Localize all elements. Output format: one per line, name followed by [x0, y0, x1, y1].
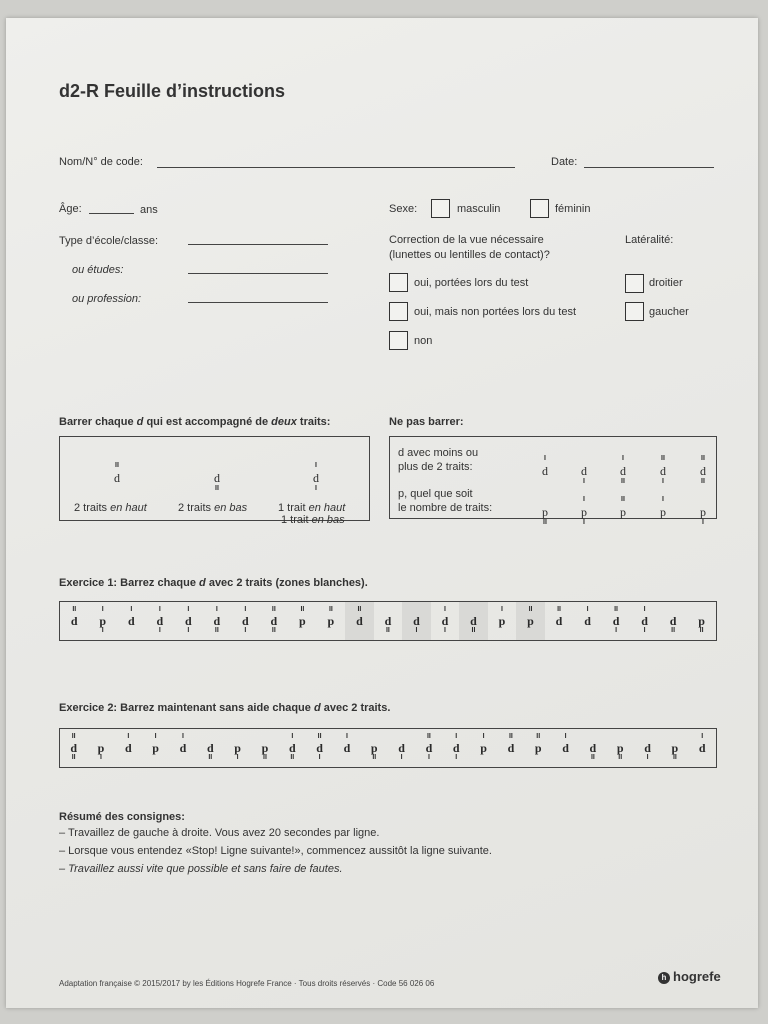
ne-pas-symbol	[654, 496, 672, 520]
exercise-item[interactable]	[497, 729, 524, 767]
bottom-marks: II	[263, 754, 267, 761]
bottom-marks: I	[643, 627, 646, 634]
letter: d	[242, 614, 249, 628]
letter: d	[398, 741, 405, 755]
exercise-item[interactable]	[689, 729, 716, 767]
bottom-marks: I	[702, 519, 704, 526]
bottom-marks: I	[400, 754, 403, 761]
letter: d	[413, 614, 420, 628]
bottom-marks: II	[618, 754, 623, 761]
letter: p	[698, 614, 705, 628]
letter: p	[660, 505, 666, 519]
exercise-item[interactable]	[174, 602, 203, 640]
top-marks: I	[583, 496, 585, 503]
bottom-marks: II	[271, 627, 276, 634]
exercise-item[interactable]	[60, 602, 89, 640]
exercise-item[interactable]	[525, 729, 552, 767]
bottom-marks: II	[699, 627, 704, 634]
exercise-item[interactable]	[115, 729, 142, 767]
letter: p	[534, 741, 542, 755]
letter: p	[97, 741, 105, 755]
top-marks: I	[643, 606, 646, 613]
letter: d	[669, 614, 677, 628]
top-marks: II	[614, 606, 618, 613]
hogrefe-logo-icon: h	[658, 972, 670, 984]
top-marks: I	[662, 496, 664, 503]
bottom-marks: II	[214, 627, 219, 634]
bottom-marks: II	[471, 627, 476, 634]
bottom-marks: II	[385, 627, 390, 634]
letter: p	[299, 614, 306, 628]
vision-oui-portees-checkbox[interactable]	[389, 273, 408, 292]
barrer-examples-panel	[59, 436, 370, 526]
footer-copyright: Adaptation française © 2015/2017 by les Éditions Hogrefe France · Tous droits réservés · Code 56 026 06	[59, 979, 435, 988]
letter: p	[498, 614, 506, 628]
resume-item-3: – Travaillez aussi vite que possible et sans faire de fautes.	[59, 863, 343, 875]
exercise-item[interactable]	[60, 729, 87, 767]
bottom-marks: II	[590, 754, 595, 761]
letter: d	[179, 741, 187, 755]
letter: d	[288, 741, 296, 755]
top-marks: I	[501, 606, 503, 613]
date-field[interactable]	[584, 167, 714, 168]
top-marks: II	[71, 733, 76, 740]
bottom-marks: II	[215, 485, 219, 492]
sexe-label: Sexe:	[389, 203, 418, 215]
bottom-marks: II	[672, 754, 677, 761]
letter: d	[70, 614, 78, 628]
bottom-marks: II	[372, 754, 377, 761]
ne-pas-text: d avec moins ou	[398, 447, 479, 459]
resume-heading: Résumé des consignes:	[59, 811, 185, 823]
exercice2-heading: Exercice 2: Barrez maintenant sans aide chaque d avec 2 traits.	[59, 702, 391, 714]
droitier-label: droitier	[649, 277, 683, 289]
example-caption: 2 traits en bas	[178, 502, 248, 514]
letter: p	[480, 741, 487, 755]
ne-pas-text: plus de 2 traits:	[398, 461, 473, 473]
example-caption: 2 traits en haut	[74, 502, 147, 514]
ne-pas-barrer-heading: Ne pas barrer:	[389, 416, 464, 428]
exercise-item[interactable]	[279, 729, 306, 767]
exercise-item[interactable]	[203, 602, 232, 640]
top-marks: II	[115, 462, 119, 469]
letter: d	[507, 741, 515, 755]
hogrefe-logo-text: hogrefe	[673, 969, 721, 984]
exercice1-heading: Exercice 1: Barrez chaque d avec 2 traits (zones blanches).	[59, 577, 368, 589]
top-marks: I	[291, 733, 294, 740]
ne-pas-symbol	[536, 505, 554, 526]
exercise-item[interactable]	[573, 602, 602, 640]
letter: d	[581, 464, 587, 478]
page-title: d2-R Feuille d’instructions	[59, 81, 286, 101]
bottom-marks: I	[455, 754, 458, 761]
top-marks: II	[328, 606, 333, 613]
letter: d	[441, 614, 449, 628]
letter: d	[620, 464, 626, 478]
exercise-item[interactable]	[251, 729, 278, 767]
top-marks: II	[528, 606, 533, 613]
bottom-marks: I	[662, 478, 664, 485]
exercise-item[interactable]	[345, 602, 374, 640]
exercise-item[interactable]	[607, 729, 634, 767]
top-marks: I	[154, 733, 157, 740]
bottom-marks: I	[236, 754, 239, 761]
age-unit: ans	[140, 204, 158, 216]
letter: d	[70, 741, 77, 755]
top-marks: I	[564, 733, 567, 740]
exercise-item[interactable]	[142, 729, 169, 767]
profession-label: ou profession:	[72, 293, 142, 305]
top-marks: II	[621, 496, 625, 503]
top-marks: I	[443, 606, 446, 613]
top-marks: I	[586, 606, 589, 613]
exercise-item[interactable]	[634, 729, 661, 767]
exercise-item[interactable]	[117, 602, 146, 640]
exercise-item[interactable]	[470, 729, 497, 767]
top-marks: I	[544, 455, 546, 462]
ne-pas-symbol	[694, 455, 712, 485]
top-marks: I	[622, 455, 624, 462]
letter: d	[114, 471, 120, 485]
bottom-marks: I	[583, 478, 585, 485]
top-marks: I	[182, 733, 184, 740]
etudes-field[interactable]	[188, 273, 328, 274]
bottom-marks: II	[290, 754, 295, 761]
top-marks: II	[661, 455, 665, 462]
exercise-item[interactable]	[659, 602, 688, 640]
vision-oui-portees-label: oui, portées lors du test	[414, 277, 529, 289]
letter: d	[542, 464, 548, 478]
letter: d	[425, 741, 433, 755]
bottom-marks: I	[615, 627, 618, 634]
letter: d	[156, 614, 164, 628]
letter: d	[316, 741, 323, 755]
bottom-marks: II	[71, 754, 76, 761]
top-marks: I	[345, 733, 348, 740]
exercise-item[interactable]	[361, 729, 388, 767]
exercise-item[interactable]	[317, 602, 346, 640]
gaucher-label: gaucher	[649, 306, 689, 318]
exercise-item[interactable]	[545, 602, 574, 640]
exercise-item[interactable]	[661, 729, 688, 767]
letter: d	[562, 741, 569, 755]
bottom-marks: I	[315, 485, 317, 492]
hogrefe-logo	[658, 969, 721, 984]
bottom-marks: I	[318, 754, 321, 761]
exercise-item[interactable]	[459, 602, 488, 640]
exercise-item[interactable]	[87, 729, 114, 767]
top-marks: I	[187, 606, 190, 613]
letter: d	[384, 614, 392, 628]
etudes-label: ou études:	[72, 264, 124, 276]
top-marks: I	[130, 606, 133, 613]
masculin-label: masculin	[457, 203, 501, 215]
letter: p	[99, 614, 107, 628]
bottom-marks: I	[244, 627, 247, 634]
top-marks: I	[455, 733, 458, 740]
top-marks: II	[701, 455, 705, 462]
vision-label-line2: (lunettes ou lentilles de contact)?	[389, 249, 550, 261]
exercise-item[interactable]	[415, 729, 442, 767]
bottom-marks: I	[583, 519, 585, 526]
letter: p	[671, 741, 679, 755]
letter: d	[184, 614, 192, 628]
letter: d	[270, 614, 278, 628]
letter: d	[313, 471, 319, 485]
resume-item-2: – Lorsque vous entendez «Stop! Ligne suivante!», commencez aussitôt la ligne suivante.	[59, 845, 492, 857]
example-symbol	[208, 471, 226, 492]
letter: d	[343, 741, 351, 755]
letter: p	[261, 741, 269, 755]
exercise-item[interactable]	[89, 602, 118, 640]
ne-pas-barrer-panel	[389, 436, 717, 526]
ne-pas-symbol	[575, 464, 593, 485]
top-marks: I	[701, 733, 704, 740]
ne-pas-symbol	[654, 455, 672, 485]
letter: d	[124, 741, 132, 755]
ne-pas-text: p, quel que soit	[398, 488, 473, 500]
letter: d	[641, 614, 648, 628]
exercise-item[interactable]	[146, 602, 175, 640]
bottom-marks: I	[101, 627, 104, 634]
ne-pas-symbol	[575, 496, 593, 526]
top-marks: I	[158, 606, 161, 613]
bottom-marks: II	[671, 627, 676, 634]
exercise-item[interactable]	[288, 602, 317, 640]
bottom-marks: I	[427, 754, 430, 761]
letter: p	[542, 505, 548, 519]
top-marks: II	[271, 606, 276, 613]
letter: p	[327, 614, 335, 628]
letter: d	[206, 741, 214, 755]
nom-label: Nom/N° de code:	[59, 156, 143, 168]
ne-pas-text: le nombre de traits:	[398, 502, 493, 514]
letter: d	[584, 614, 591, 628]
letter: d	[452, 741, 460, 755]
profession-field[interactable]	[188, 302, 328, 303]
top-marks: II	[300, 606, 305, 613]
nom-field[interactable]	[157, 167, 515, 168]
exercise-item[interactable]	[630, 602, 659, 640]
letter: d	[356, 614, 363, 628]
exercise-item[interactable]	[388, 729, 415, 767]
exercise-item[interactable]	[687, 602, 716, 640]
exercise-item[interactable]	[224, 729, 251, 767]
ne-pas-symbol	[694, 505, 712, 526]
letter: p	[581, 505, 587, 519]
vision-label-line1: Correction de la vue nécessaire	[389, 234, 544, 246]
exercise-item[interactable]	[169, 729, 196, 767]
bottom-marks: I	[443, 627, 446, 634]
top-marks: I	[244, 606, 247, 613]
letter: p	[370, 741, 378, 755]
bottom-marks: I	[187, 627, 190, 634]
example-caption: 1 trait en haut 1 trait en bas	[278, 502, 346, 526]
top-marks: II	[557, 606, 561, 613]
resume-item-1: – Travaillez de gauche à droite. Vous avez 20 secondes par ligne.	[59, 827, 380, 839]
ne-pas-symbol	[536, 455, 554, 479]
bottom-marks: II	[543, 519, 547, 526]
bottom-marks: II	[208, 754, 213, 761]
feminin-label: féminin	[555, 203, 591, 215]
bottom-marks: I	[415, 627, 418, 634]
gaucher-checkbox[interactable]	[625, 302, 644, 321]
droitier-checkbox[interactable]	[625, 274, 644, 293]
top-marks: II	[508, 733, 513, 740]
age-field[interactable]	[89, 213, 134, 214]
exercise-item[interactable]	[306, 729, 333, 767]
exercise-item[interactable]	[516, 602, 545, 640]
letter: d	[127, 614, 135, 628]
letter: p	[620, 505, 626, 519]
age-label: Âge:	[59, 203, 82, 215]
exercice1-strip	[59, 601, 717, 641]
exercise-item[interactable]	[231, 602, 260, 640]
exercise-item[interactable]	[402, 602, 431, 640]
letter: p	[152, 741, 159, 755]
feminin-checkbox[interactable]	[530, 199, 549, 218]
top-marks: I	[101, 606, 104, 613]
letter: d	[470, 614, 477, 628]
example-symbol	[108, 462, 126, 486]
ne-pas-symbol	[614, 455, 632, 485]
top-marks: I	[482, 733, 485, 740]
exercise-item[interactable]	[602, 602, 631, 640]
bottom-marks: I	[100, 754, 102, 761]
top-marks: I	[215, 606, 218, 613]
letter: d	[555, 614, 563, 628]
letter: d	[644, 741, 651, 755]
top-marks: II	[536, 733, 541, 740]
date-label: Date:	[551, 156, 578, 168]
bottom-marks: I	[646, 754, 649, 761]
ne-pas-symbol	[614, 496, 632, 520]
letter: p	[616, 741, 624, 755]
letter: p	[527, 614, 534, 628]
vision-non-label: non	[414, 335, 433, 347]
lateralite-label: Latéralité:	[625, 234, 674, 246]
letter: d	[660, 464, 666, 478]
letter: d	[612, 614, 620, 628]
letter: d	[214, 471, 220, 485]
masculin-checkbox[interactable]	[431, 199, 450, 218]
top-marks: II	[317, 733, 322, 740]
vision-oui-non-portees-checkbox[interactable]	[389, 302, 408, 321]
top-marks: II	[357, 606, 362, 613]
letter: d	[213, 614, 221, 628]
top-marks: I	[127, 733, 130, 740]
exercise-item[interactable]	[579, 729, 606, 767]
barrer-heading: Barrer chaque d qui est accompagné de deux traits:	[59, 416, 331, 428]
exercise-item[interactable]	[197, 729, 224, 767]
letter: d	[700, 464, 706, 478]
letter: d	[589, 741, 597, 755]
exercise-item[interactable]	[443, 729, 470, 767]
vision-oui-non-portees-label: oui, mais non portées lors du test	[414, 306, 577, 318]
bottom-marks: II	[621, 478, 625, 485]
instruction-sheet	[6, 18, 758, 1008]
exercise-item[interactable]	[552, 729, 579, 767]
ecole-field[interactable]	[188, 244, 328, 245]
bottom-marks: II	[701, 478, 705, 485]
ecole-label: Type d’école/classe:	[59, 235, 159, 247]
exercise-item[interactable]	[488, 602, 517, 640]
bottom-marks: I	[158, 627, 161, 634]
top-marks: II	[426, 733, 431, 740]
exercise-item[interactable]	[431, 602, 460, 640]
exercice2-strip	[59, 728, 717, 768]
exercise-item[interactable]	[260, 602, 289, 640]
vision-non-checkbox[interactable]	[389, 331, 408, 350]
letter: p	[700, 505, 706, 519]
letter: p	[234, 741, 241, 755]
exercise-item[interactable]	[333, 729, 360, 767]
top-marks: II	[72, 606, 77, 613]
example-symbol	[307, 462, 325, 492]
top-marks: I	[315, 462, 317, 469]
exercise-item[interactable]	[374, 602, 403, 640]
letter: d	[698, 741, 706, 755]
